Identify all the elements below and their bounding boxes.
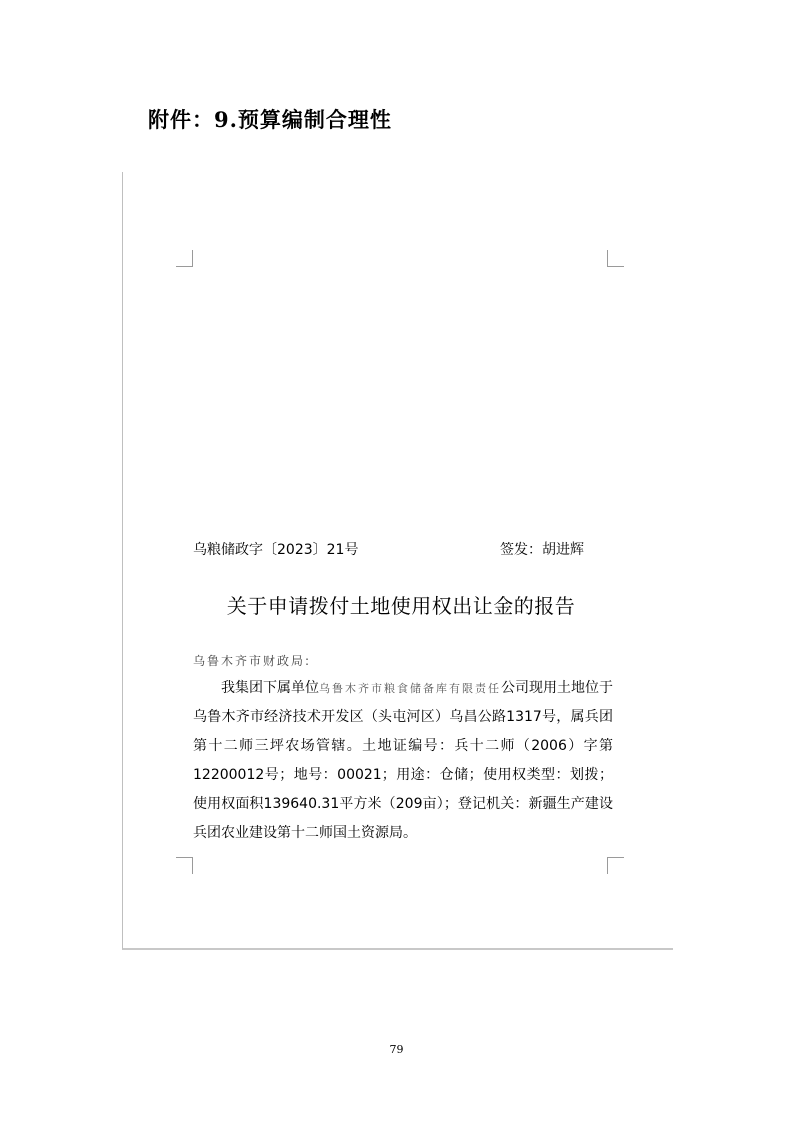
addressee: 乌鲁木齐市财政局:	[193, 654, 312, 668]
attachment-heading: 附件：9.预算编制合理性	[148, 107, 392, 132]
body-rest: 公司现用土地位于乌鲁木齐市经济技术开发区（头屯河区）乌昌公路1317号，属兵团第十二师三坪农场管辖。土地证编号：兵十二师（2006）字第12200012号；地号：00021；用途：仓储；使用权类型：划拨；使用权面积139640.31平方米（209亩）；登记机关：新疆生产建设兵团农业建设第十二师国土资源局。	[193, 680, 613, 841]
crop-mark-top-right	[607, 250, 624, 267]
document-number: 乌粮储政字〔2023〕21号	[193, 542, 359, 558]
report-body	[193, 674, 613, 848]
crop-mark-top-left	[176, 250, 193, 267]
page-number: 79	[389, 1043, 404, 1056]
crop-mark-bottom-right	[607, 857, 624, 874]
crop-mark-bottom-left	[176, 857, 193, 874]
organization-name: 乌鲁木齐市粮食储备库有限责任	[319, 682, 501, 695]
signer: 签发：胡进辉	[500, 542, 584, 558]
body-lead: 我集团下属单位	[221, 680, 319, 696]
document-title: 关于申请拨付土地使用权出让金的报告	[226, 594, 576, 618]
